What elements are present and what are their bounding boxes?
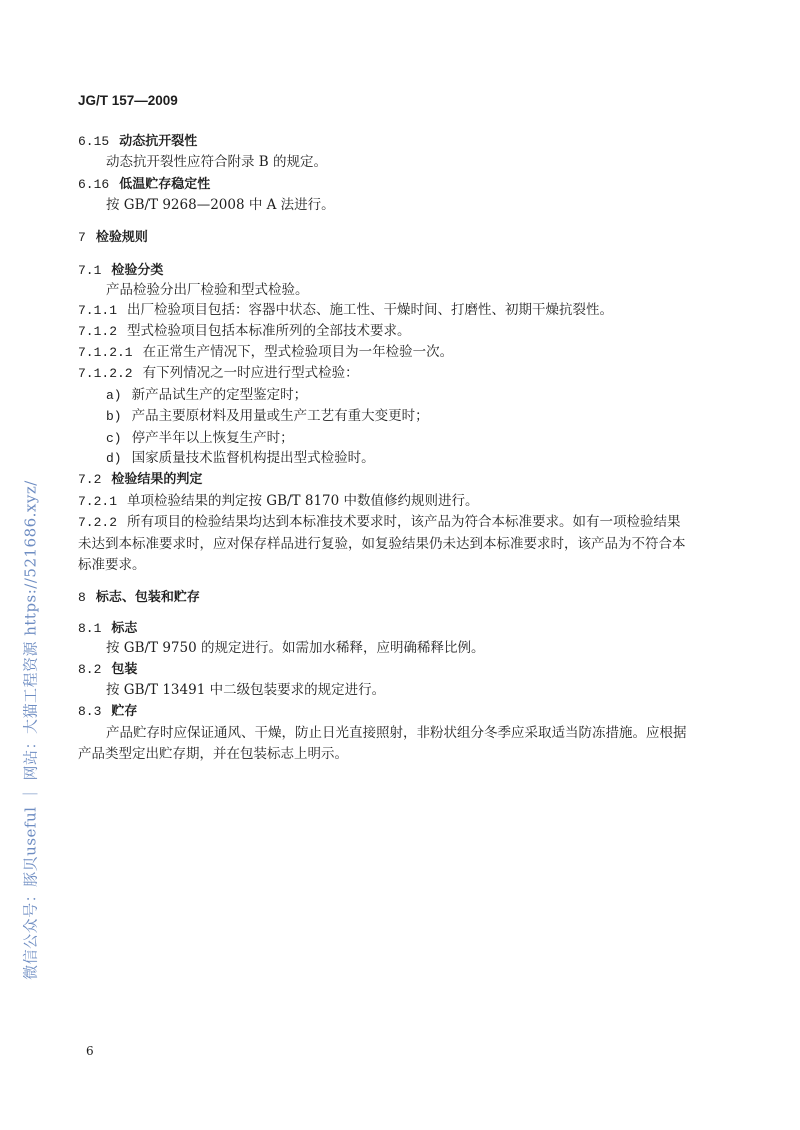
clause-7-2-2 (78, 514, 681, 531)
section-number: 8.2 (78, 662, 102, 677)
section-number: 7.1.2 (78, 324, 118, 339)
list-item (106, 430, 294, 447)
heading-8-2 (78, 661, 137, 678)
section-title: 标志、包装和贮存 (95, 590, 200, 605)
clause-text: 在正常生产情况下，型式检验项目为一年检验一次。 (142, 344, 454, 360)
list-text: 产品主要原材料及用量或生产工艺有重大变更时； (131, 408, 429, 424)
clause-7-1-2 (78, 323, 411, 340)
paragraph-line: 产品类型定出贮存期，并在包装标志上明示。 (78, 746, 348, 762)
section-number: 8.3 (78, 704, 102, 719)
paragraph: 动态抗开裂性应符合附录 B 的规定。 (106, 154, 328, 170)
heading-6-16 (78, 176, 210, 193)
list-label: a) (106, 388, 122, 403)
list-text: 新产品试生产的定型鉴定时； (131, 387, 308, 403)
clause-7-1-2-1 (78, 344, 453, 361)
list-item (106, 408, 429, 425)
heading-8-3 (78, 703, 137, 720)
section-title: 贮存 (111, 704, 138, 719)
section-title: 动态抗开裂性 (119, 134, 198, 149)
heading-7-1 (78, 262, 163, 279)
heading-8 (78, 589, 200, 606)
list-label: b) (106, 409, 122, 424)
section-number: 8.1 (78, 621, 102, 636)
clause-text: 有下列情况之一时应进行型式检验： (142, 365, 359, 381)
list-item (106, 387, 307, 404)
clause-7-2-1 (78, 493, 479, 510)
heading-7-2 (78, 471, 202, 488)
section-number: 7 (78, 230, 86, 245)
section-title: 检验规则 (95, 230, 148, 245)
section-number: 7.2 (78, 472, 102, 487)
heading-8-1 (78, 620, 137, 637)
section-title: 标志 (111, 621, 138, 636)
clause-text: 所有项目的检验结果均达到本标准技术要求时，该产品为符合本标准要求。如有一项检验结果 (127, 514, 681, 530)
section-number: 7.2.2 (78, 515, 118, 530)
clause-text: 单项检验结果的判定按 GB/T 8170 中数值修约规则进行。 (127, 493, 479, 509)
list-item (106, 450, 375, 467)
section-title: 检验分类 (111, 263, 164, 278)
clause-text: 出厂检验项目包括：容器中状态、施工性、干燥时间、打磨性、初期干燥抗裂性。 (127, 302, 614, 318)
section-title: 包装 (111, 662, 138, 677)
section-title: 低温贮存稳定性 (119, 177, 211, 192)
heading-7 (78, 229, 148, 246)
paragraph: 按 GB/T 9268—2008 中 A 法进行。 (106, 197, 335, 213)
section-number: 7.2.1 (78, 494, 118, 509)
paragraph: 按 GB/T 9750 的规定进行。如需加水稀释，应明确稀释比例。 (106, 640, 485, 656)
standard-code-header: JG/T 157—2009 (78, 93, 178, 108)
page-number: 6 (86, 1044, 94, 1058)
section-number: 6.16 (78, 177, 110, 192)
section-number: 7.1.1 (78, 303, 118, 318)
heading-6-15 (78, 133, 197, 150)
clause-7-1-1 (78, 302, 613, 319)
section-number: 7.1 (78, 263, 102, 278)
paragraph-line: 标准要求。 (78, 557, 146, 573)
section-number: 8 (78, 590, 86, 605)
section-number: 7.1.2.1 (78, 345, 133, 360)
list-label: d) (106, 451, 122, 466)
section-number: 7.1.2.2 (78, 366, 133, 381)
list-label: c) (106, 431, 122, 446)
section-title: 检验结果的判定 (111, 472, 203, 487)
section-number: 6.15 (78, 134, 110, 149)
watermark: 微信公众号：豚贝useful ｜ 网站：大猫工程资源 https://521686.xyz/ (21, 480, 40, 980)
paragraph: 产品检验分出厂检验和型式检验。 (106, 282, 309, 298)
paragraph: 按 GB/T 13491 中二级包装要求的规定进行。 (106, 682, 386, 698)
list-text: 停产半年以上恢复生产时； (131, 430, 294, 446)
paragraph-line: 产品贮存时应保证通风、干燥，防止日光直接照射，非粉状组分冬季应采取适当防冻措施。应根据 (106, 725, 687, 741)
clause-text: 型式检验项目包括本标准所列的全部技术要求。 (127, 323, 411, 339)
clause-7-1-2-2 (78, 365, 359, 382)
list-text: 国家质量技术监督机构提出型式检验时。 (131, 450, 375, 466)
paragraph-line: 未达到本标准要求时，应对保存样品进行复验，如复验结果仍未达到本标准要求时，该产品为不符合本 (78, 536, 686, 552)
